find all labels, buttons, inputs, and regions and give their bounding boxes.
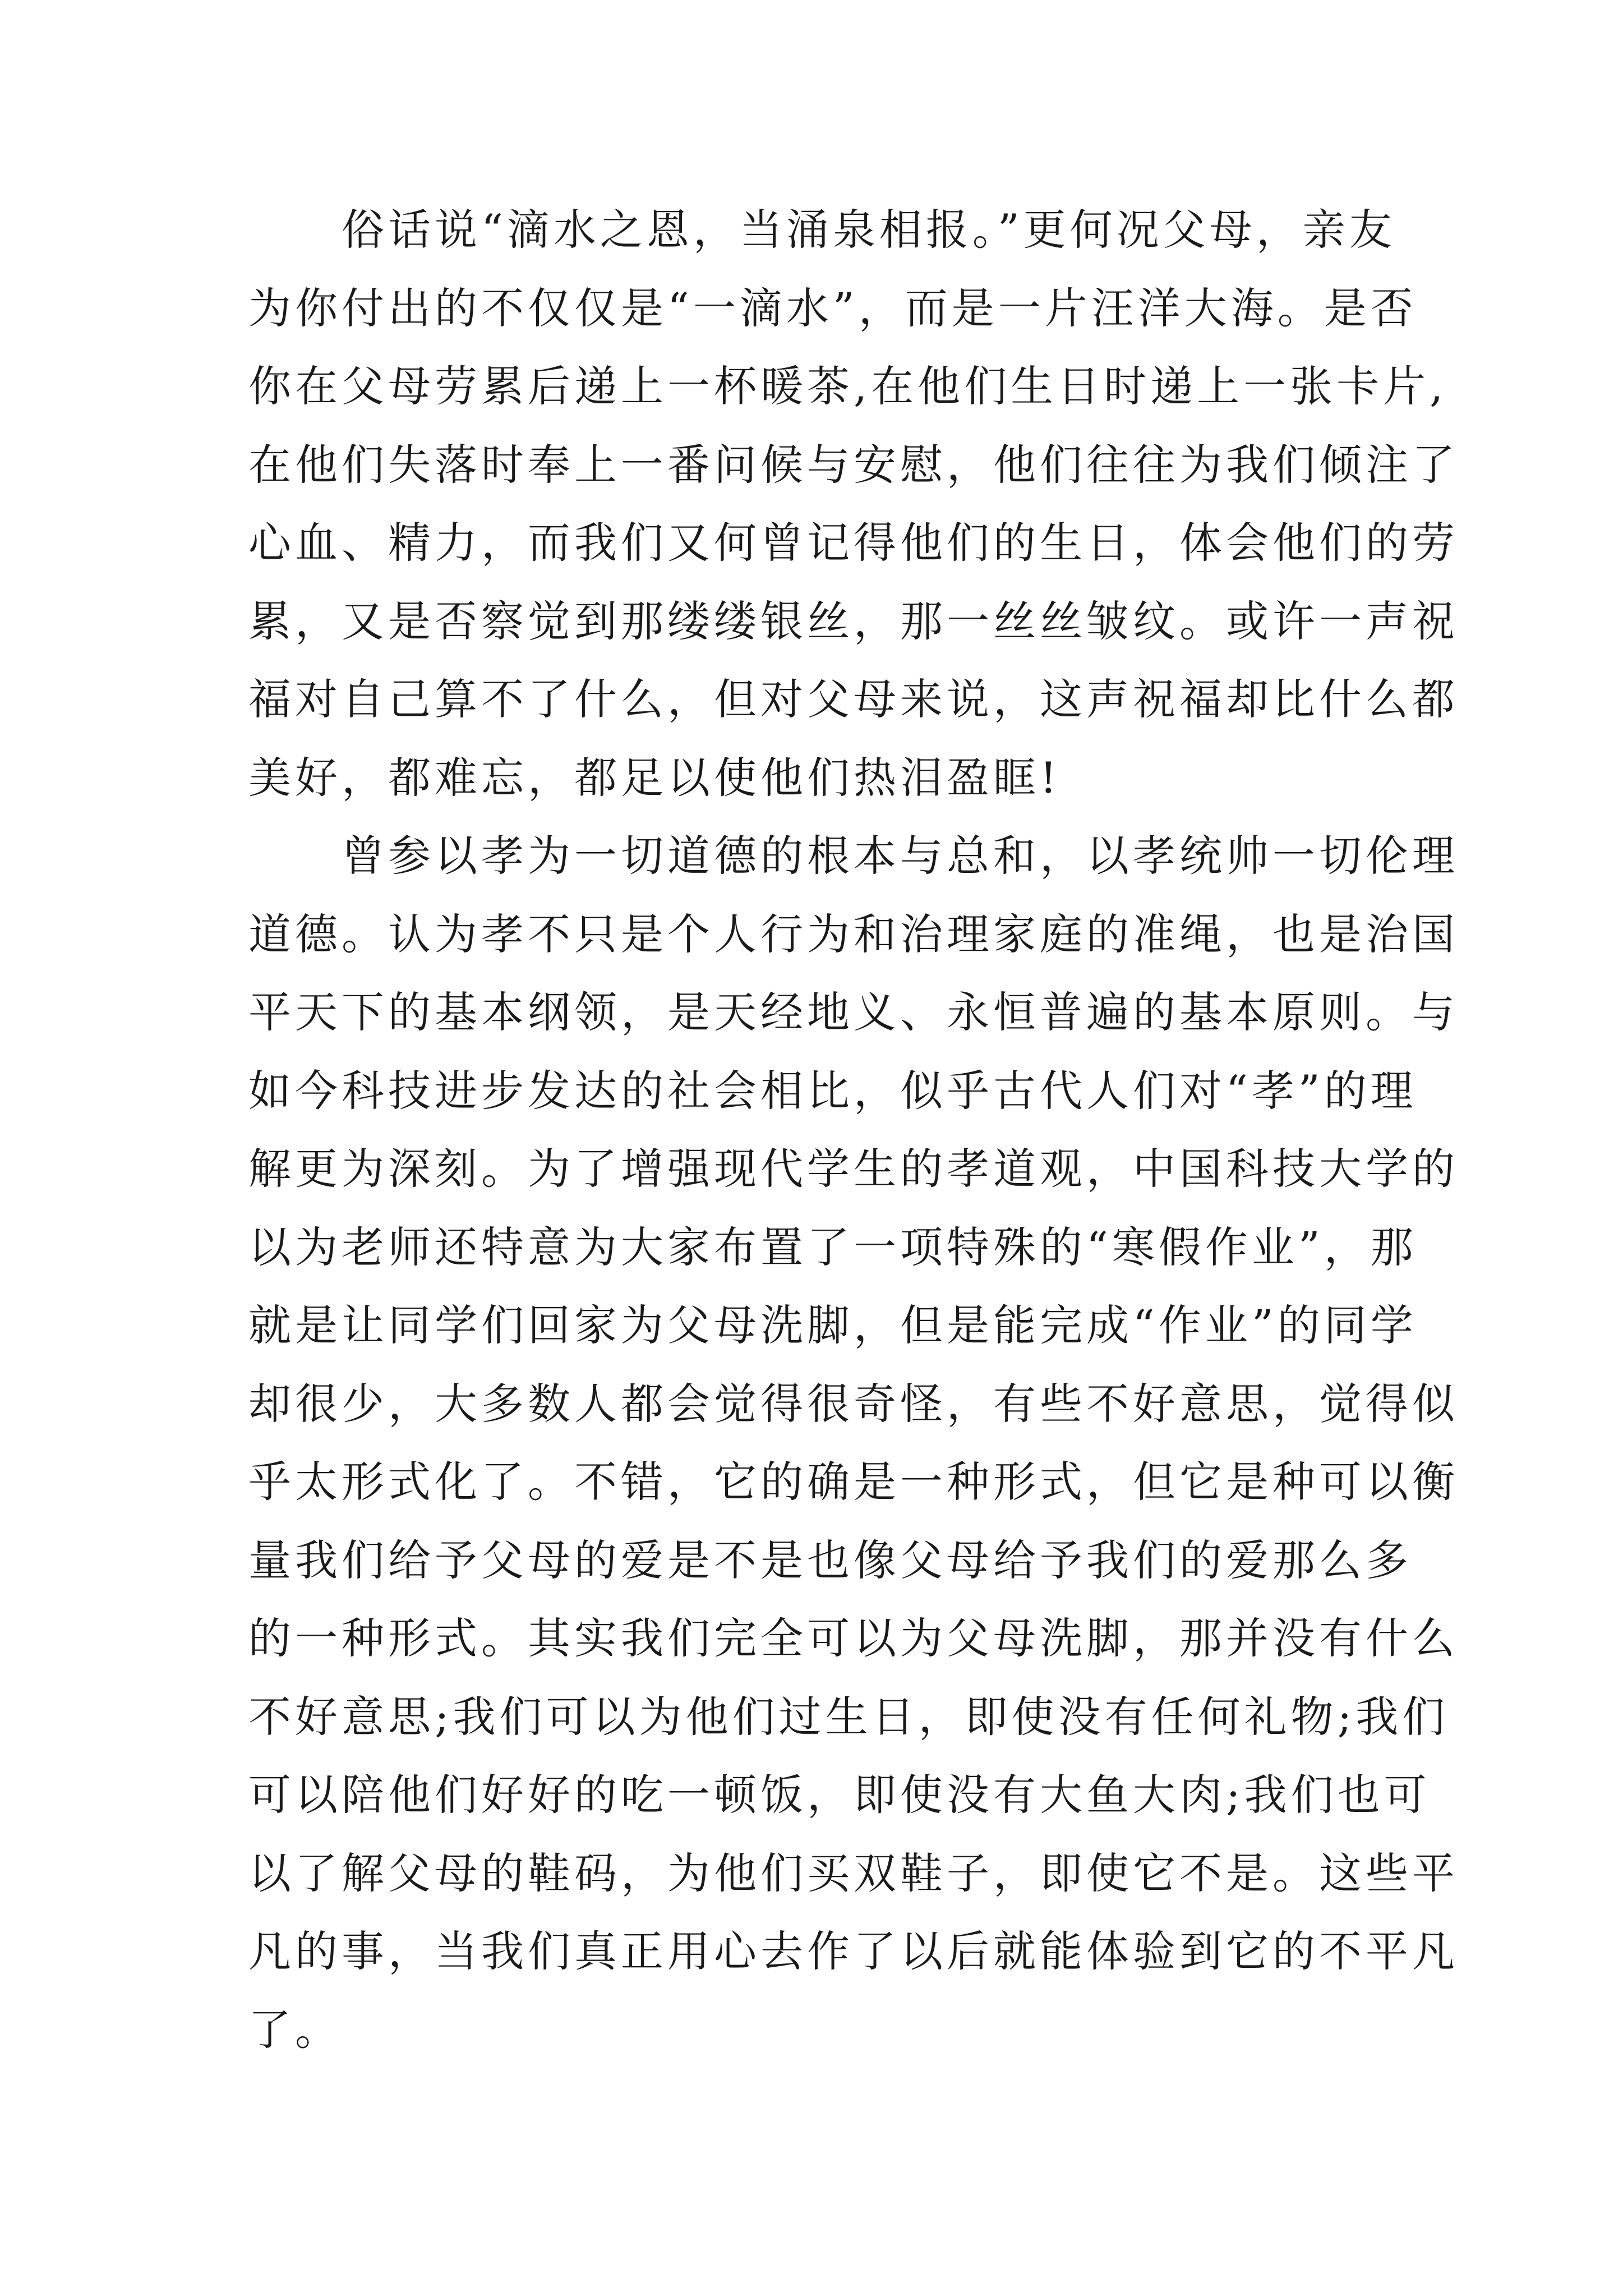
paragraph-line: 美好，都难忘，都足以使他们热泪盈眶! [248,752,1061,803]
paragraph-line: 以为老师还特意为大家布置了一项特殊的“寒假作业”，那 [248,1222,1417,1272]
paragraph-line: 乎太形式化了。不错，它的确是一种形式，但它是种可以衡 [248,1457,1459,1507]
paragraph-1 [248,191,1459,817]
paragraph-line: 累，又是否察觉到那缕缕银丝，那一丝丝皱纹。或许一声祝 [248,596,1459,646]
paragraph-line: 就是让同学们回家为父母洗脚，但是能完成“作业”的同学 [248,1300,1417,1350]
paragraph-line: 的一种形式。其实我们完全可以为父母洗脚，那并没有什么 [248,1613,1459,1663]
paragraph-line: 俗话说“滴水之恩，当涌泉相报。”更何况父母，亲友 [342,205,1396,255]
paragraph-line: 以了解父母的鞋码，为他们买双鞋子，即使它不是。这些平 [248,1848,1459,1898]
paragraph-line: 了。 [248,2004,342,2055]
paragraph-line: 凡的事，当我们真正用心去作了以后就能体验到它的不平凡 [248,1926,1459,1976]
paragraph-line: 解更为深刻。为了增强现代学生的孝道观，中国科技大学的 [248,1144,1459,1194]
paragraph-2 [248,817,1459,2069]
paragraph-line: 心血、精力，而我们又何曾记得他们的生日，体会他们的劳 [248,518,1459,568]
paragraph-line: 却很少，大多数人都会觉得很奇怪，有些不好意思，觉得似 [248,1378,1459,1429]
paragraph-line: 可以陪他们好好的吃一顿饭，即使没有大鱼大肉;我们也可 [248,1770,1431,1820]
document-body [248,191,1459,2069]
paragraph-line: 曾参以孝为一切道德的根本与总和，以孝统帅一切伦理 [342,831,1459,881]
paragraph-line: 福对自己算不了什么，但对父母来说，这声祝福却比什么都 [248,674,1459,724]
paragraph-line: 平天下的基本纲领，是天经地义、永恒普遍的基本原则。与 [248,987,1459,1037]
paragraph-line: 在他们失落时奉上一番问候与安慰，他们往往为我们倾注了 [248,439,1459,490]
paragraph-line: 道德。认为孝不只是个人行为和治理家庭的准绳，也是治国 [248,909,1459,959]
paragraph-line: 不好意思;我们可以为他们过生日，即使没有任何礼物;我们 [248,1691,1449,1742]
paragraph-line: 量我们给予父母的爱是不是也像父母给予我们的爱那么多 [248,1535,1412,1585]
paragraph-line: 如今科技进步发达的社会相比，似乎古代人们对“孝”的理 [248,1065,1417,1116]
paragraph-line: 你在父母劳累后递上一杯暖茶,在他们生日时递上一张卡片, [248,361,1447,411]
paragraph-line: 为你付出的不仅仅是“一滴水”，而是一片汪洋大海。是否 [248,283,1417,333]
